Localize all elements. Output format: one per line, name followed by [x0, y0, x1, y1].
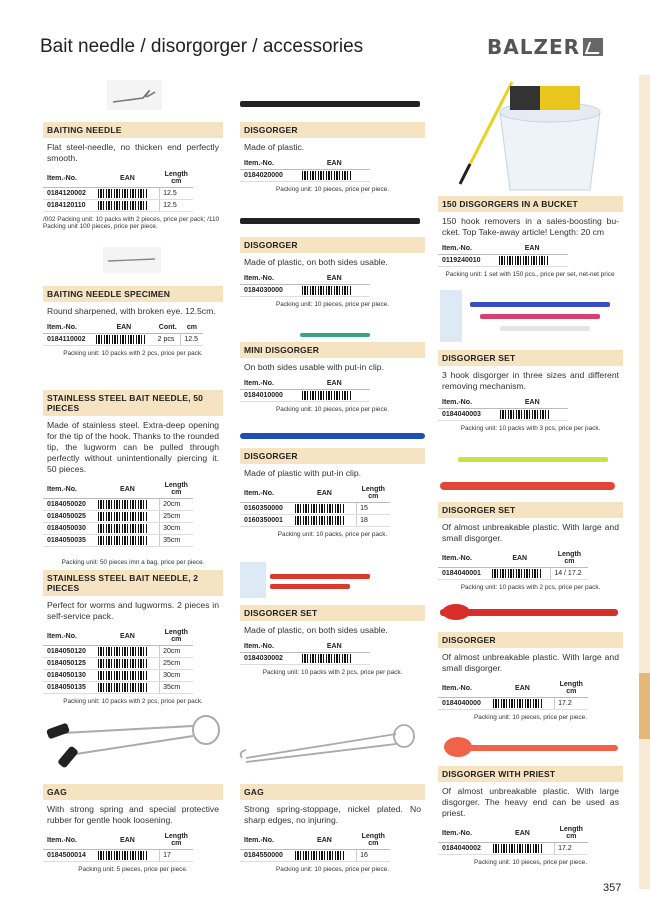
barcode: [98, 189, 148, 198]
page-number: 357: [603, 882, 622, 894]
section-disgorger-4: [438, 632, 623, 721]
section-desc: Made of plastic.: [244, 142, 305, 152]
section-desc: Round sharpened, with broken eye. 12.5cm.: [47, 306, 216, 316]
section-title: MINI DISGORGER: [240, 342, 425, 358]
section-bucket: [438, 196, 623, 278]
section-disgorger-2: [240, 237, 425, 308]
table-row: 0184050125 25cm: [43, 658, 193, 670]
product-table: Item.-No. EAN 0184020000: [240, 158, 370, 182]
table-row: 0184050135 35cm: [43, 682, 193, 694]
section-title: DISGORGER: [240, 122, 425, 138]
packing-note: Packing unit: 10 packs with 2 pcs, price per pack.: [460, 584, 601, 591]
section-title: 150 DISGORGERS IN A BUCKET: [438, 196, 623, 212]
section-desc: Flat steel-needle, no thicken end perfectly smooth.: [47, 142, 219, 163]
packing-note: Packing unit: 10 packs with 2 pcs, price per pack.: [262, 669, 403, 676]
table-row: 0184010000: [240, 390, 370, 402]
section-desc: 150 hook removers in a sales-boosting bu-cket. Top Take-away article! Length: 20 cm: [442, 216, 619, 237]
product-table: Item.-No. EAN 0184040003: [438, 397, 568, 421]
balzer-logo: [487, 36, 603, 58]
section-desc: Perfect for worms and lugworms. 2 pieces in self-service pack.: [47, 600, 219, 621]
packing-note: Packing unit: 10 pieces, price per piece.: [474, 859, 587, 866]
table-row: 0184050020 20cm: [43, 499, 193, 511]
packing-note: /002 Packing unit: 10 packs with 2 pieces, price per pack; /110 Packing unit 100 pieces, price per piece.: [43, 216, 220, 230]
packing-note: Packing unit: 10 pieces, price per piece.: [276, 301, 389, 308]
col-length: Length cm: [160, 169, 193, 188]
product-table: Item.-No. EAN Cont. cm 0184110002 2 pcs 12.5: [43, 322, 203, 346]
product-table: Item.-No. EAN 0184010000: [240, 378, 370, 402]
product-table: Item.-No. EAN Length cm 0184040000 17.2: [438, 679, 588, 710]
gag-wire-image: [236, 718, 421, 768]
product-table: Item.-No. EAN Length cm 0184050020 20cm 0184050025 25cm 0184050030 30cm 0184050035 35cm: [43, 480, 193, 547]
side-tab-active: [639, 673, 650, 739]
product-table: [43, 169, 193, 212]
table-row: 0184050035 35cm: [43, 535, 193, 547]
table-row: 0184500014 17: [43, 850, 193, 862]
product-table: Item.-No. EAN Length cm 0184040002 17.2: [438, 824, 588, 855]
page-title: Bait needle / disorgorger / accessories: [40, 36, 364, 57]
table-row: 0119240010: [438, 255, 568, 267]
packing-note: Packing unit: 10 pieces, price per piece.: [276, 186, 389, 193]
section-title: DISGORGER: [240, 448, 425, 464]
barcode: [96, 335, 146, 344]
section-desc: Of almost unbreakable plastic. With large disgorger. The heavy end can be used as priest.: [442, 786, 619, 818]
table-row: 0184040001 14 / 17.2: [438, 568, 588, 580]
packing-note: Packing unit: 10 packs, price per pack.: [277, 531, 388, 538]
col-ean: EAN: [95, 169, 159, 188]
product-table: Item.-No. EAN Length cm 0160350000 15 0160350001 18: [240, 484, 390, 527]
section-desc: With strong spring and special protective rubber for gentle hook loosening.: [47, 804, 219, 825]
disgorger-blue-image: [240, 428, 425, 444]
product-table: Item.-No. EAN 0184030002: [240, 641, 370, 665]
side-tab-lower: [639, 739, 650, 889]
section-title: GAG: [43, 784, 223, 800]
packing-note: Packing unit: 10 packs with 2 pcs, price per pack.: [63, 350, 203, 357]
product-table: Item.-No. EAN Length cm 0184550000 16: [240, 831, 390, 862]
table-row: 0184550000 16: [240, 850, 390, 862]
packing-note: Packing unit: 5 pieces, price per piece.: [78, 866, 188, 873]
section-desc: Strong spring-stoppage, nickel plated. No sharp edges, no injuring.: [244, 804, 421, 825]
section-title: BAITING NEEDLE SPECIMEN: [43, 286, 223, 302]
section-disgorger-1: [240, 122, 425, 193]
table-row: 0184020000: [240, 170, 370, 182]
packing-note: Packing unit: 10 pieces, price per piece.: [276, 406, 389, 413]
disgorger-priest-image: [438, 732, 623, 762]
packing-note: Packing unit: 10 packs with 3 pcs, price per pack.: [460, 425, 601, 432]
product-table: Item.-No. EAN Length cm 0184500014 17: [43, 831, 193, 862]
product-table: Item.-No. EAN Length cm 0184050120 20cm 0184050125 25cm 0184050130 30cm 0184050135 35cm: [43, 627, 193, 694]
section-disgorger-set-2: [438, 350, 623, 432]
section-title: STAINLESS STEEL BAIT NEEDLE, 50 PIECES: [43, 390, 223, 416]
col-item: Item.-No.: [43, 169, 95, 188]
table-row: 0184030002: [240, 653, 370, 665]
packing-note: Packing unit: 10 pieces, price per piece.: [276, 866, 389, 873]
section-desc: Of almost unbreakable plastic. With large and small disgorger.: [442, 652, 619, 673]
packing-note: Packing unit: 10 pieces, price per piece.: [474, 714, 587, 721]
section-disgorger-3: [240, 448, 425, 538]
section-title: DISGORGER: [438, 632, 623, 648]
table-row: 0184120002 12.5: [43, 188, 193, 200]
table-row: 0160350001 18: [240, 515, 390, 527]
table-row: 0184110002 2 pcs 12.5: [43, 334, 203, 346]
barcode: [98, 201, 148, 210]
table-row: 0184050130 30cm: [43, 670, 193, 682]
section-ss-bait-needle-50: [43, 390, 223, 566]
section-title: STAINLESS STEEL BAIT NEEDLE, 2 PIECES: [43, 570, 223, 596]
disgorger-black-image: [238, 98, 423, 110]
table-row: 0184040003: [438, 409, 568, 421]
table-row: 0184050025 25cm: [43, 511, 193, 523]
table-row: 0184040002 17.2: [438, 843, 588, 855]
disgorger-set-red-image: [240, 562, 425, 600]
section-baiting-needle: [43, 122, 223, 230]
section-desc: Of almost unbreakable plastic. With large and small disgorger.: [442, 522, 619, 543]
section-title: DISGORGER SET: [438, 502, 623, 518]
table-row: 0160350000 15: [240, 503, 390, 515]
section-ss-bait-needle-2: [43, 570, 223, 705]
packing-note: Packing unit: 10 packs with 2 pcs, price per pack.: [63, 698, 203, 705]
product-table: Item.-No. EAN 0184030000: [240, 273, 370, 297]
table-row: 0184050120 20cm: [43, 646, 193, 658]
section-title: GAG: [240, 784, 425, 800]
side-tab: [639, 75, 650, 673]
mini-disgorger-image: [300, 330, 370, 340]
product-table: Item.-No. EAN Length cm 0184040001 14 / 17.2: [438, 549, 588, 580]
table-row: 0184120110 12.5: [43, 200, 193, 212]
section-title: DISGORGER SET: [240, 605, 425, 621]
disgorger-set-green-red-image: [438, 452, 623, 500]
section-disgorger-set-1: [240, 605, 425, 676]
baiting-needle-specimen-image: [103, 247, 161, 273]
section-disgorger-set-3: [438, 502, 623, 591]
gag-spring-image: [43, 708, 228, 780]
product-table: Item.-No. EAN 0119240010: [438, 243, 568, 267]
baiting-needle-image: [107, 80, 162, 110]
section-desc: On both sides usable with put-in clip.: [244, 362, 384, 372]
section-desc: Made of plastic with put-in clip.: [244, 468, 362, 478]
bucket-image: [440, 72, 625, 192]
section-mini-disgorger: [240, 342, 425, 413]
section-title: DISGORGER WITH PRIEST: [438, 766, 623, 782]
table-row: 0184030000: [240, 285, 370, 297]
section-gag-1: [43, 784, 223, 873]
packing-note: Packing unit: 1 set with 150 pcs., price per set, net-net price: [445, 271, 615, 278]
section-desc: Made of plastic, on both sides usable.: [244, 257, 388, 267]
logo-mark-icon: [583, 38, 603, 56]
logo-text: BALZER: [487, 35, 581, 59]
section-desc: Made of stainless steel. Extra-deep opening for the tip of the hook. Thanks to the rounded tip, the lugworm can be pulled through perfectly without unintentionally piercing it. 50 pieces.: [47, 420, 219, 474]
section-title: DISGORGER SET: [438, 350, 623, 366]
disgorger-black-double-image: [238, 215, 423, 227]
section-title: BAITING NEEDLE: [43, 122, 223, 138]
table-row: 0184050030 30cm: [43, 523, 193, 535]
section-desc: Made of plastic, on both sides usable.: [244, 625, 388, 635]
table-row: 0184040000 17.2: [438, 698, 588, 710]
packing-note: Packing unit: 50 pieces imn a bag, price per piece.: [61, 559, 205, 566]
section-disgorger-priest: [438, 766, 623, 866]
disgorger-red-image: [438, 602, 623, 624]
section-title: DISGORGER: [240, 237, 425, 253]
section-desc: 3 hook disgorger in three sizes and different removing mechanism.: [442, 370, 619, 391]
section-gag-2: [240, 784, 425, 873]
disgorger-set-3-image: [440, 290, 625, 345]
section-baiting-needle-specimen: [43, 286, 223, 357]
